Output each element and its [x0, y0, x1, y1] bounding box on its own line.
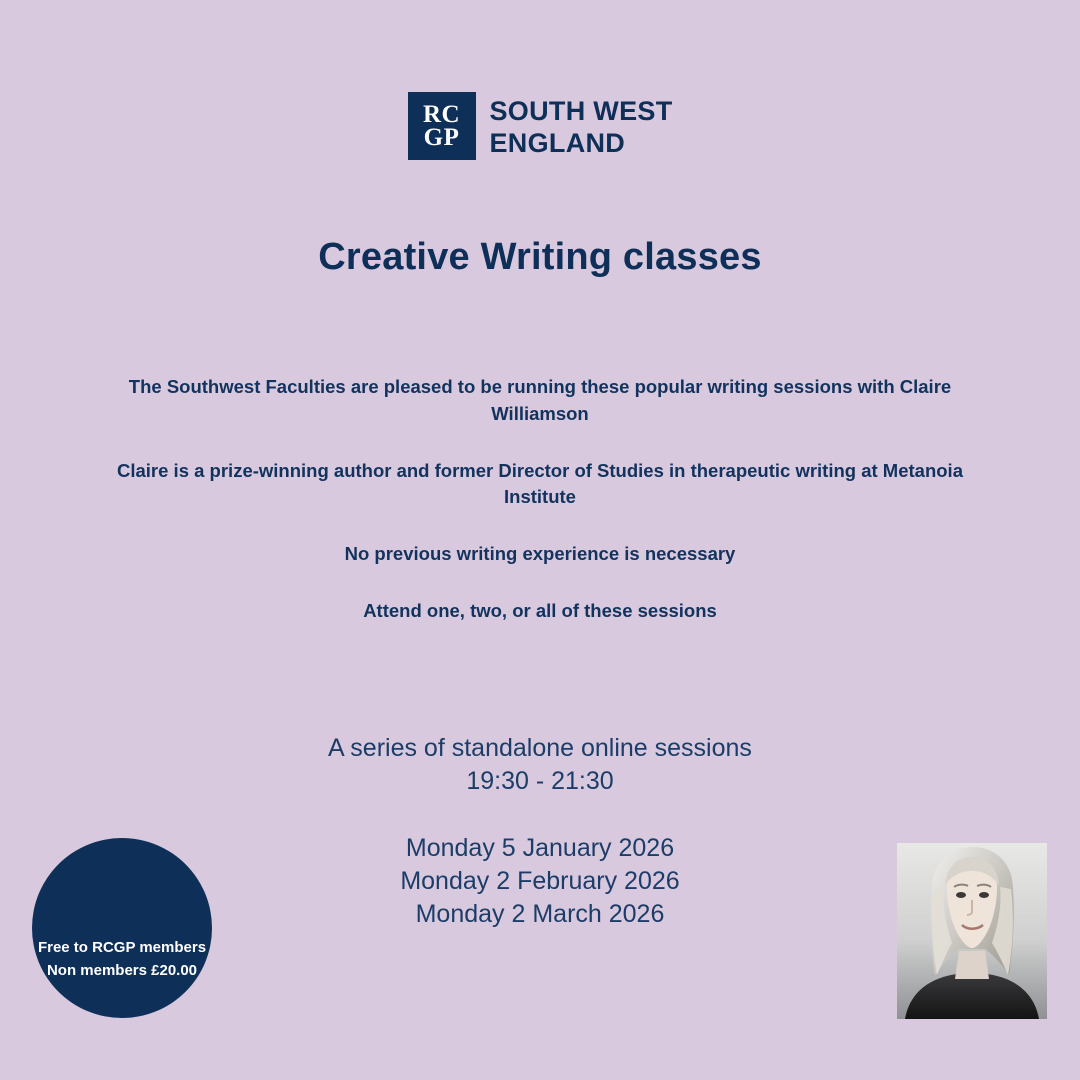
price-badge-line-2: Non members £20.00 [46, 962, 198, 979]
session-intro: A series of standalone online sessions [328, 734, 752, 762]
avatar [897, 843, 1047, 1019]
logo-mark-line-2: GP [423, 124, 460, 151]
rcgp-logo-icon [408, 92, 476, 160]
body-paragraph-2: Claire is a prize-winning author and former Director of Studies in therapeutic writing at Metanoia Institute [117, 459, 963, 508]
price-badge-line-1: Free to RCGP members [37, 938, 207, 956]
body-copy [90, 374, 990, 625]
body-paragraph-3: No previous writing experience is necessary [344, 543, 736, 565]
session-date: Monday 5 January 2026 [405, 834, 675, 862]
page-title: Creative Writing classes [318, 236, 762, 278]
logo-wordmark [490, 92, 673, 160]
price-badge [32, 838, 212, 1018]
portrait-photo-icon [897, 843, 1047, 1019]
session-date: Monday 2 March 2026 [415, 900, 665, 928]
body-paragraph-1: The Southwest Faculties are pleased to be running these popular writing sessions with Claire Williamson [128, 376, 952, 424]
logo-wordmark-line-2: ENGLAND [489, 127, 626, 158]
session-time: 19:30 - 21:30 [466, 767, 614, 795]
session-date: Monday 2 February 2026 [400, 867, 680, 895]
body-paragraph-4: Attend one, two, or all of these sessions [363, 600, 717, 622]
logo-wordmark-line-1: SOUTH WEST [489, 96, 673, 126]
rcgp-logo [0, 92, 1080, 160]
logo-mark-line-1: RC [422, 101, 461, 128]
